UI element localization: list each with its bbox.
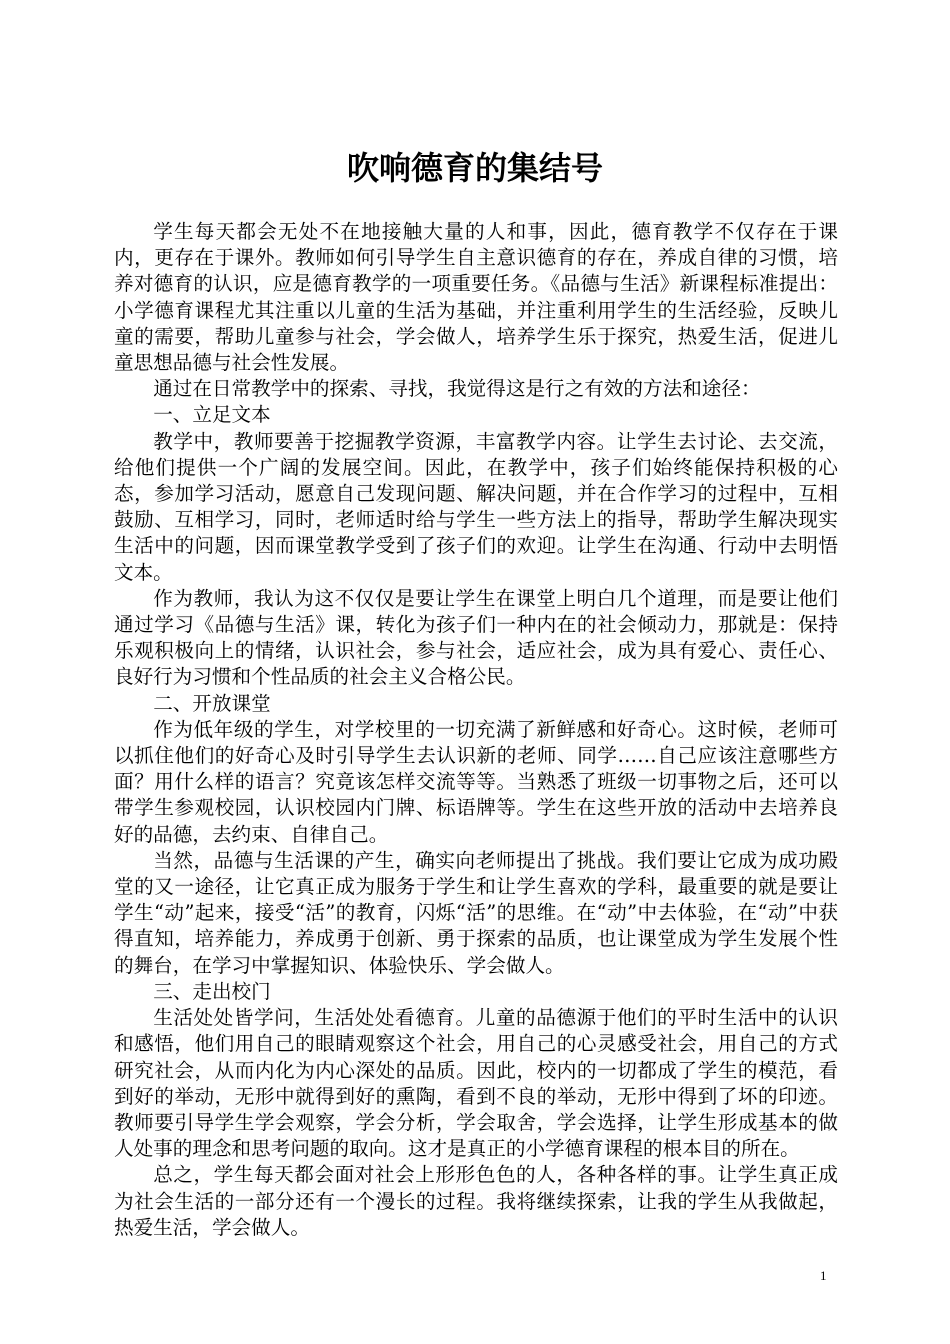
- section-heading-1: 一、立足文本: [153, 403, 271, 427]
- section-heading-2: 二、开放课堂: [153, 691, 271, 715]
- document-body: [114, 219, 838, 1241]
- section-2-paragraph-2: 当然，品德与生活课的产生，确实向老师提出了挑战。我们要让它成为成功殿堂的又一途径，让它真正成为服务于学生和让学生喜欢的学科，最重要的就是要让学生“动”起来，接受“活”的教育，闪烁“活”的思维。在“动”中去体验，在“动”中获得直知，培养能力，养成勇于创新、勇于探索的品质，也让课堂成为学生发展个性的舞台，在学习中掌握知识、体验快乐、学会做人。: [114, 848, 838, 977]
- section-1-paragraph-2: 作为教师，我认为这不仅仅是要让学生在课堂上明白几个道理，而是要让他们通过学习《品德与生活》课，转化为孩子们一种内在的社会倾动力，那就是：保持乐观积极向上的情绪，认识社会，参与社会，适应社会，成为具有爱心、责任心、良好行为习惯和个性品质的社会主义合格公民。: [114, 586, 838, 689]
- methods-intro-paragraph: 通过在日常教学中的探索、寻找，我觉得这是行之有效的方法和途径：: [153, 377, 761, 401]
- page-number: 1: [820, 1268, 827, 1283]
- section-heading-3: 三、走出校门: [153, 979, 271, 1003]
- section-1-paragraph-1: 教学中，教师要善于挖掘教学资源，丰富教学内容。让学生去讨论、去交流，给他们提供一个广阔的发展空间。因此，在教学中，孩子们始终能保持积极的心态，参加学习活动，愿意自己发现问题、解决问题，并在合作学习的过程中，互相鼓励、互相学习，同时，老师适时给与学生一些方法上的指导，帮助学生解决现实生活中的问题，因而课堂教学受到了孩子们的欢迎。让学生在沟通、行动中去明悟文本。: [114, 429, 838, 584]
- section-3-paragraph-1: 生活处处皆学问，生活处处看德育。儿童的品德源于他们的平时生活中的认识和感悟，他们用自己的眼睛观察这个社会，用自己的心灵感受社会，用自己的方式研究社会，从而内化为内心深处的品质。因此，校内的一切都成了学生的模范，看到好的举动，无形中就得到好的熏陶，看到不良的举动，无形中得到了坏的印迹。教师要引导学生学会观察，学会分析，学会取舍，学会选择，让学生形成基本的做人处事的理念和思考问题的取向。这才是真正的小学德育课程的根本目的所在。: [114, 1006, 838, 1161]
- intro-paragraph: 学生每天都会无处不在地接触大量的人和事，因此，德育教学不仅存在于课内，更存在于课外。教师如何引导学生自主意识德育的存在，养成自律的习惯，培养对德育的认识，应是德育教学的一项重要任务。《品德与生活》新课程标准提出：小学德育课程尤其注重以儿童的生活为基础，并注重利用学生的生活经验，反映儿童的需要，帮助儿童参与社会，学会做人，培养学生乐于探究，热爱生活，促进儿童思想品德与社会性发展。: [114, 220, 838, 375]
- section-2-paragraph-1: 作为低年级的学生，对学校里的一切充满了新鲜感和好奇心。这时候，老师可以抓住他们的好奇心及时引导学生去认识新的老师、同学……自己应该注意哪些方面？用什么样的语言？究竟该怎样交流等等。当熟悉了班级一切事物之后，还可以带学生参观校园，认识校园内门牌、标语牌等。学生在这些开放的活动中去培养良好的品德，去约束、自律自己。: [114, 717, 838, 846]
- document-title: 吹响德育的集结号: [346, 149, 603, 187]
- conclusion-paragraph: 总之，学生每天都会面对社会上形形色色的人，各种各样的事。让学生真正成为社会生活的一部分还有一个漫长的过程。我将继续探索，让我的学生从我做起，热爱生活，学会做人。: [114, 1163, 838, 1239]
